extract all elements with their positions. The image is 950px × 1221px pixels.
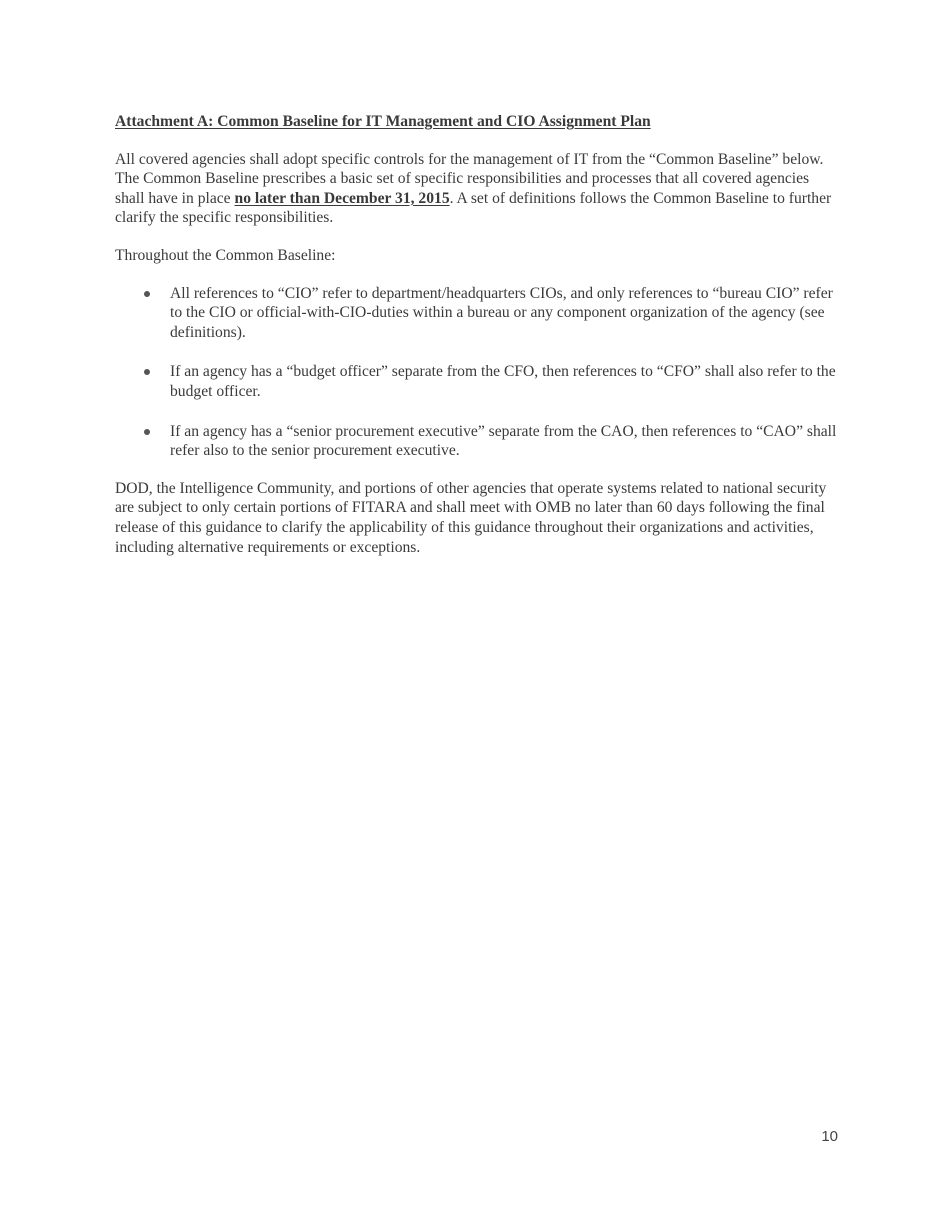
closing-paragraph: DOD, the Intelligence Community, and portions of other agencies that operate systems related to national security are subject to only certain portions of FITARA and shall meet with OMB no later than 60 days following the final release of this guidance to clarify the applicability of this guidance throughout their organizations and activities, including alternative requirements or exceptions.	[115, 479, 827, 556]
intro-text-end: . A set of definitions follows the Common Baseline to further clarify the specific responsibilities.	[115, 189, 832, 227]
document-body	[115, 112, 840, 575]
attachment-heading: Attachment A: Common Baseline for IT Management and CIO Assignment Plan	[115, 113, 651, 130]
intro-text: All covered agencies shall adopt specific controls for the management of IT from the “Common Baseline” below. The Common Baseline prescribes a basic set of specific responsibilities and processes that all covered agencies shall have in place	[115, 150, 824, 207]
bullet-text: If an agency has a “budget officer” separate from the CFO, then references to “CFO” shall also refer to the budget officer.	[170, 363, 836, 400]
bullet-text: If an agency has a “senior procurement executive” separate from the CAO, then references to “CAO” shall refer also to the senior procurement executive.	[170, 422, 837, 460]
bullet-icon	[144, 429, 150, 435]
page-number: 10	[821, 1128, 838, 1145]
throughout-label: Throughout the Common Baseline:	[115, 246, 336, 264]
list-item	[115, 284, 840, 343]
bullet-icon	[144, 291, 150, 297]
list-item	[115, 422, 840, 461]
deadline-text: no later than December 31, 2015	[234, 189, 450, 207]
list-item	[115, 362, 840, 401]
bullet-icon	[144, 369, 150, 375]
bullet-text: All references to “CIO” refer to department/headquarters CIOs, and only references to “bureau CIO” refer to the CIO or official-with-CIO-duties within a bureau or any component organization of the agency (see definitions).	[170, 284, 833, 341]
baseline-bullet-list	[115, 284, 840, 461]
intro-paragraph	[115, 150, 840, 228]
